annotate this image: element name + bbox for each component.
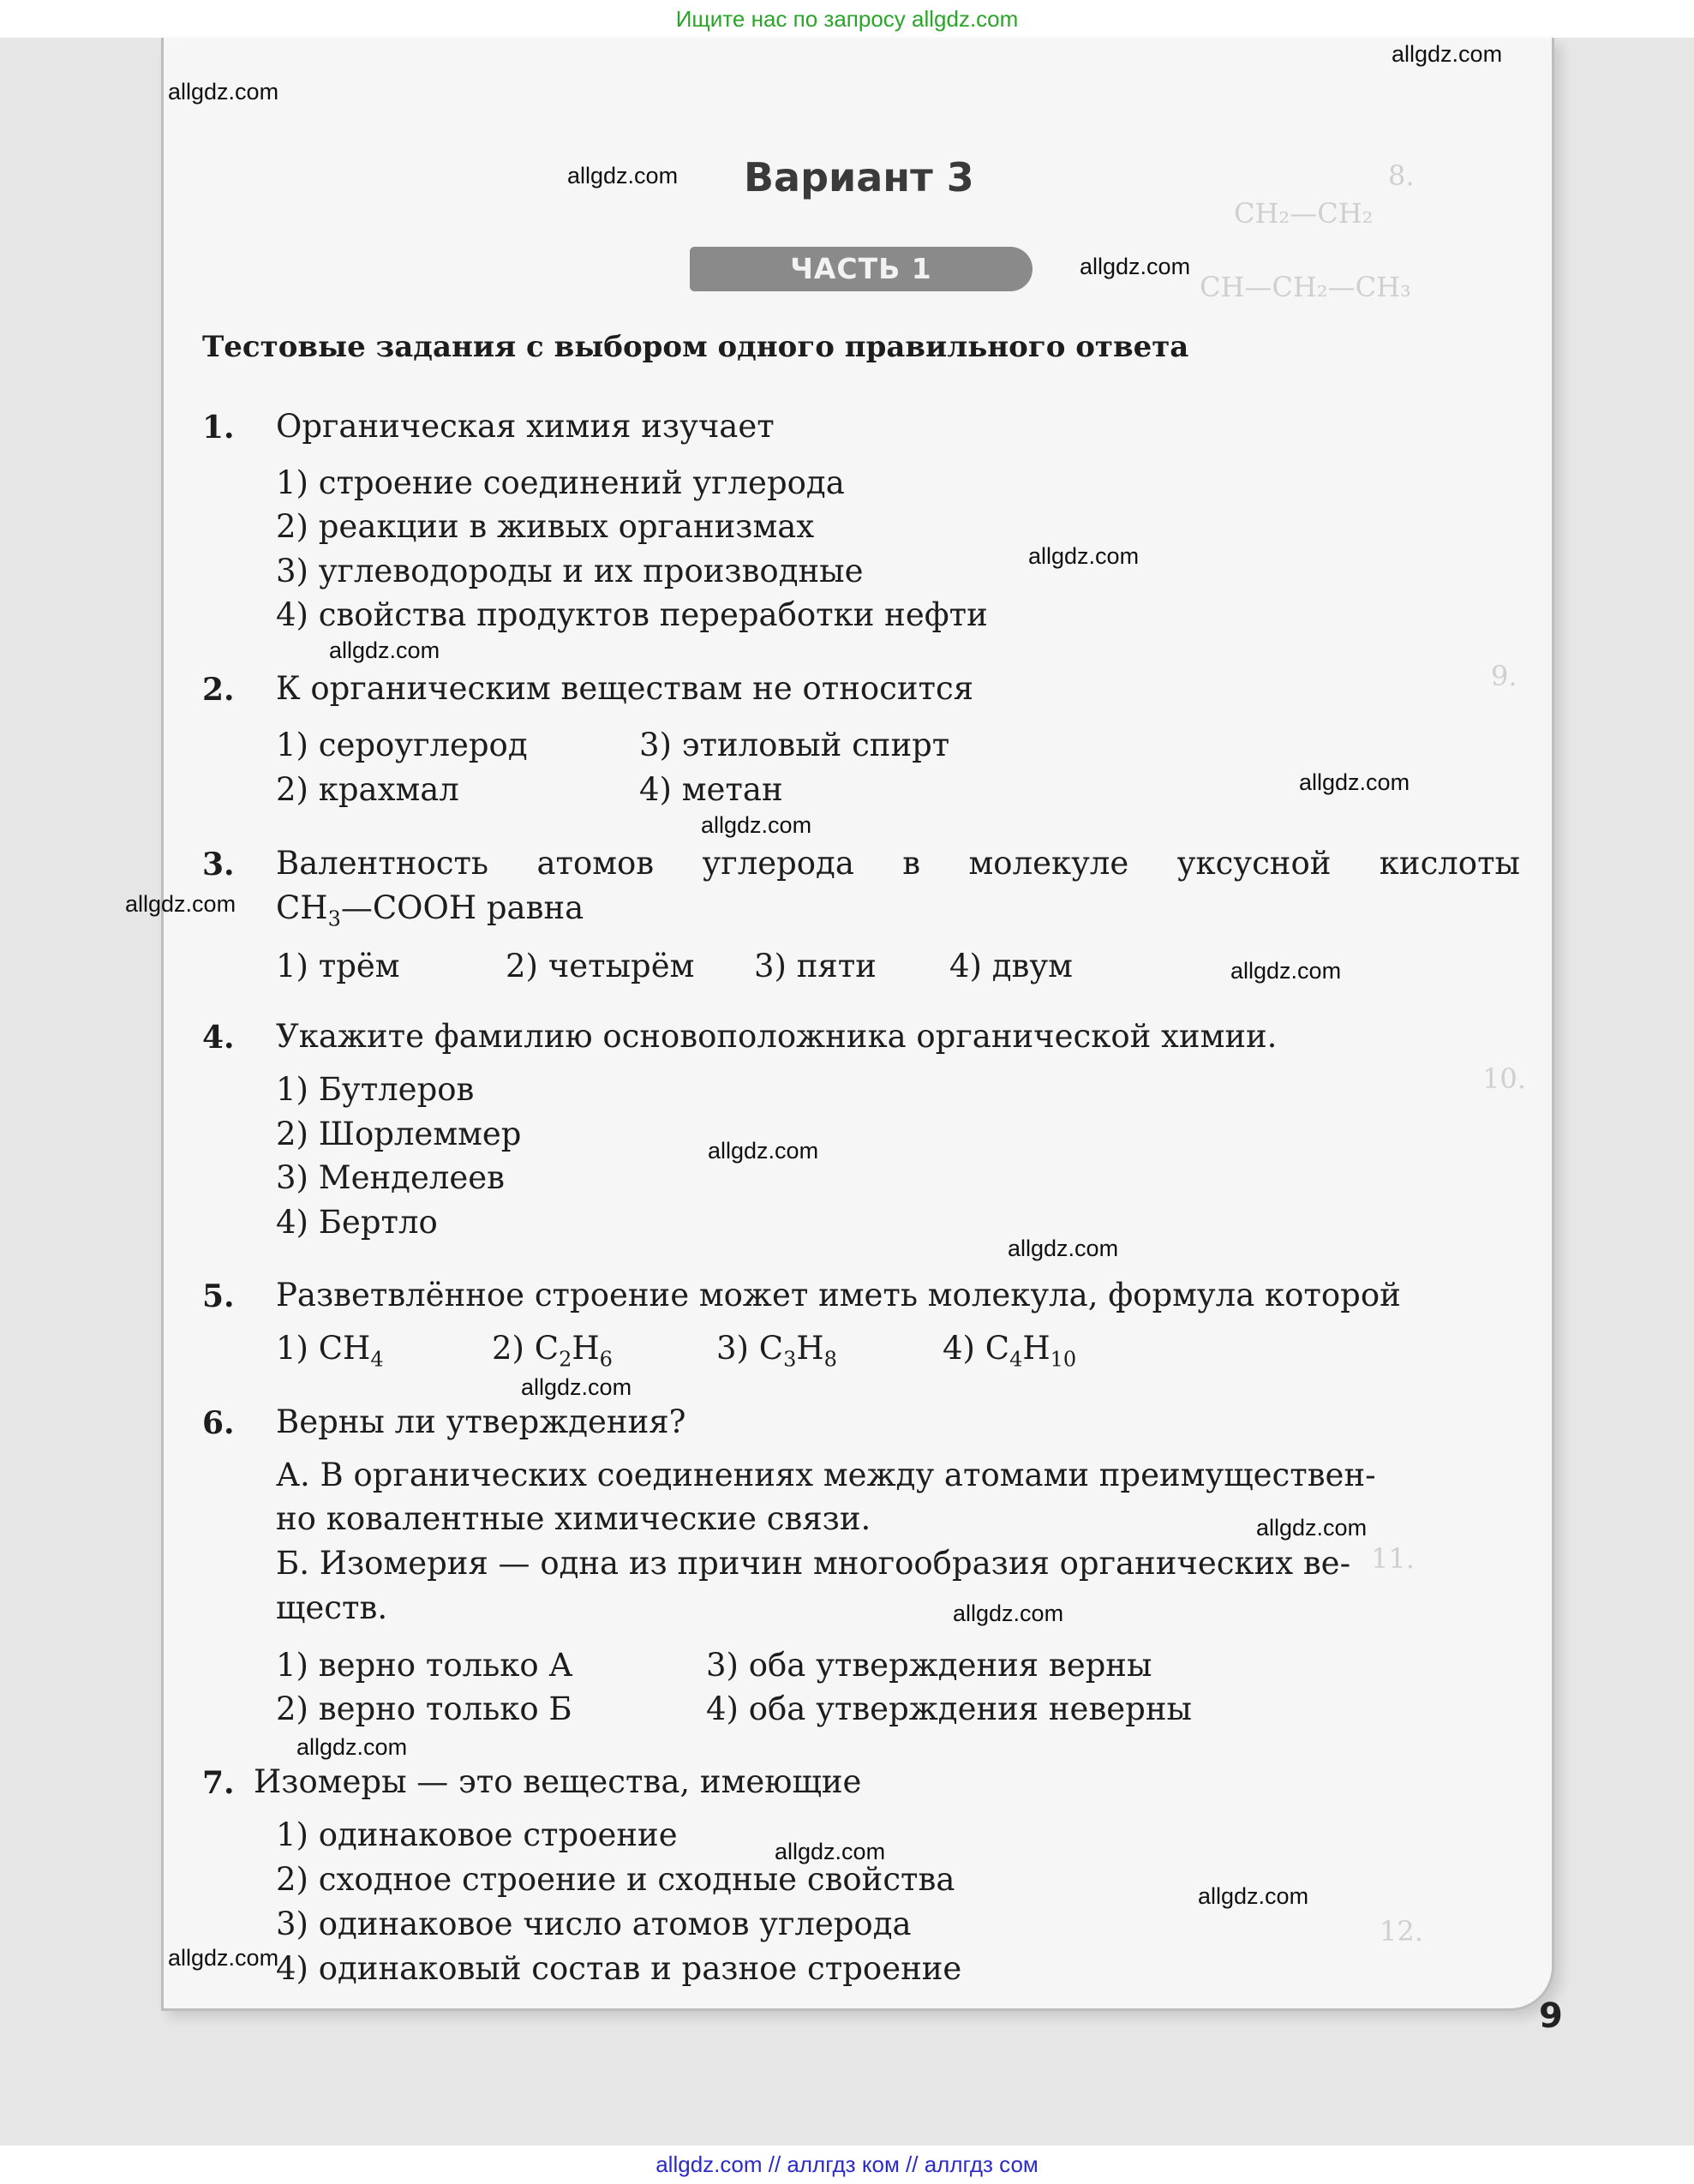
watermark: allgdz.com bbox=[1080, 254, 1191, 279]
watermark: allgdz.com bbox=[953, 1601, 1064, 1626]
watermark: allgdz.com bbox=[168, 79, 279, 105]
answer-option: 3) $C_3H_8$ bbox=[716, 1330, 837, 1372]
question-number: 4. bbox=[202, 1020, 235, 1056]
watermark: allgdz.com bbox=[125, 891, 236, 917]
watermark: allgdz.com bbox=[775, 1839, 886, 1864]
watermark: allgdz.com bbox=[1008, 1236, 1119, 1261]
answer-option: 3) оба утверждения верны bbox=[706, 1647, 1152, 1684]
answer-option: 1) верно только А bbox=[276, 1647, 573, 1684]
watermark: allgdz.com bbox=[168, 1945, 279, 1971]
answer-option: 2) сходное строение и сходные свойства bbox=[276, 1861, 955, 1898]
answer-option: 3) этиловый спирт bbox=[639, 727, 950, 763]
question-number: 7. bbox=[202, 1765, 235, 1801]
statement-b-continued: ществ. bbox=[276, 1589, 388, 1626]
watermark: allgdz.com bbox=[1392, 41, 1503, 67]
answer-option: 1) сероуглерод bbox=[276, 727, 528, 763]
watermark: allgdz.com bbox=[567, 163, 679, 188]
answer-option: 4) одинаковый состав и разное строение bbox=[276, 1950, 962, 1987]
answer-option: 2) Шорлеммер bbox=[276, 1116, 522, 1152]
formula-ch3cooh: $CH_3—COOH$ равна bbox=[276, 889, 584, 931]
answer-option: 1) $CH_4$ bbox=[276, 1330, 384, 1372]
answer-option: 3) углеводороды и их производные bbox=[276, 553, 864, 589]
answer-option: 1) Бутлеров bbox=[276, 1071, 475, 1108]
answer-option: 4) $C_4H_{10}$ bbox=[943, 1330, 1077, 1372]
page-number: 9 bbox=[1539, 1996, 1563, 2036]
question-number: 2. bbox=[202, 672, 235, 708]
question-text: Верны ли утверждения? bbox=[276, 1403, 686, 1440]
answer-option: 1) строение соединений углерода bbox=[276, 464, 845, 501]
answer-option: 4) оба утверждения неверны bbox=[706, 1690, 1192, 1727]
statement-b: Б. Изомерия — одна из причин многообразия органических ве- bbox=[276, 1545, 1351, 1582]
answer-option: 3) пяти bbox=[754, 948, 877, 984]
answer-option: 4) свойства продуктов переработки нефти bbox=[276, 596, 988, 633]
answer-option: 4) двум bbox=[949, 948, 1073, 984]
watermark: allgdz.com bbox=[521, 1374, 632, 1400]
question-number: 5. bbox=[202, 1278, 235, 1314]
watermark: allgdz.com bbox=[296, 1734, 408, 1760]
question-text: Укажите фамилию основоположника органической химии. bbox=[276, 1018, 1278, 1055]
watermark: allgdz.com bbox=[1198, 1883, 1309, 1909]
answer-option: 4) Бертло bbox=[276, 1204, 438, 1241]
bottom-banner[interactable]: allgdz.com // аллгдз ком // аллгдз сом bbox=[0, 2145, 1694, 2184]
watermark: allgdz.com bbox=[1230, 958, 1342, 984]
question-number: 3. bbox=[202, 847, 235, 883]
answer-option: 2) реакции в живых организмах bbox=[276, 508, 815, 545]
answer-option: 3) Менделеев bbox=[276, 1159, 505, 1196]
section-heading: Тестовые задания с выбором одного правильного ответа bbox=[202, 330, 1189, 364]
variant-title: Вариант 3 bbox=[744, 154, 974, 200]
answer-option: 4) метан bbox=[639, 771, 783, 808]
watermark: allgdz.com bbox=[1028, 543, 1140, 569]
question-text: Органическая химия изучает bbox=[276, 408, 775, 445]
answer-option: 2) верно только Б bbox=[276, 1690, 572, 1727]
question-text: Разветвлённое строение может иметь молекула, формула которой bbox=[276, 1277, 1401, 1313]
answer-option: 2) крахмал bbox=[276, 771, 459, 808]
watermark: allgdz.com bbox=[708, 1138, 819, 1164]
question-number: 6. bbox=[202, 1405, 235, 1441]
answer-option: 1) трём bbox=[276, 948, 400, 984]
watermark: allgdz.com bbox=[701, 812, 812, 838]
answer-option: 1) одинаковое строение bbox=[276, 1816, 678, 1853]
answer-option: 2) $C_2H_6$ bbox=[492, 1330, 613, 1372]
answer-option: 3) одинаковое число атомов углерода bbox=[276, 1906, 912, 1942]
top-banner[interactable]: Ищите нас по запросу allgdz.com bbox=[0, 0, 1694, 38]
question-text: Валентность атомов углерода в молекуле уксусной кислоты bbox=[276, 845, 1520, 882]
watermark: allgdz.com bbox=[329, 637, 440, 663]
statement-a-continued: но ковалентные химические связи. bbox=[276, 1500, 871, 1537]
watermark: allgdz.com bbox=[1256, 1515, 1368, 1541]
watermark: allgdz.com bbox=[1299, 769, 1410, 795]
question-text: К органическим веществам не относится bbox=[276, 670, 974, 707]
question-text: Изомеры — это вещества, имеющие bbox=[254, 1763, 862, 1800]
answer-option: 2) четырём bbox=[506, 948, 695, 984]
part-badge: ЧАСТЬ 1 bbox=[690, 247, 1033, 291]
question-number: 1. bbox=[202, 410, 235, 446]
statement-a: А. В органических соединениях между атомами преимуществен- bbox=[276, 1457, 1376, 1493]
